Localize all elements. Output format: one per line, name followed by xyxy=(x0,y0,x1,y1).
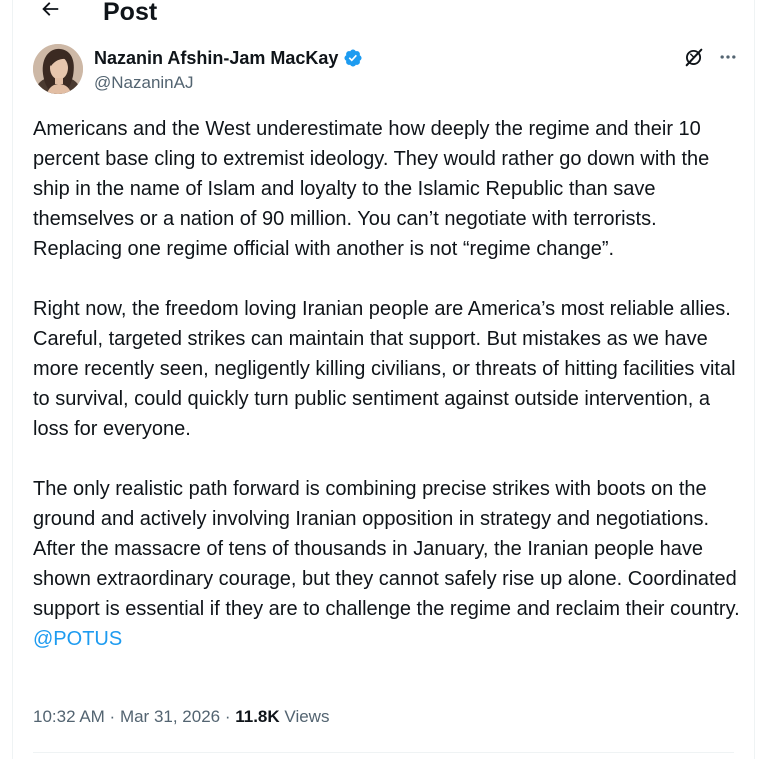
post-header xyxy=(13,0,754,30)
post-paragraph-text: The only realistic path forward is combining precise strikes with boots on the ground and actively involving Iranian opposition in strategy and negotiations. After the massacre of tens of thousands in January, the Iranian people have shown extraordinary courage, but they cannot safely rise up alone. Coordinated support is essential if they are to challenge the regime and reclaim their country. xyxy=(33,478,740,620)
post-meta xyxy=(33,705,329,729)
author-name[interactable] xyxy=(94,46,363,70)
arrow-left-icon xyxy=(39,0,61,25)
more-options-button[interactable] xyxy=(715,46,741,72)
author-name-text: Nazanin Afshin-Jam MacKay xyxy=(94,48,339,68)
post-time[interactable]: 10:32 AM xyxy=(33,707,105,726)
author-handle[interactable]: @NazaninAJ xyxy=(94,73,194,92)
grok-button[interactable] xyxy=(681,46,707,72)
mention-link[interactable]: @POTUS xyxy=(33,628,123,650)
post-paragraph-last xyxy=(33,474,745,654)
divider xyxy=(33,752,734,753)
grok-icon xyxy=(683,46,705,73)
more-horizontal-icon xyxy=(718,47,738,72)
page-title: Post xyxy=(103,0,158,26)
avatar[interactable] xyxy=(33,44,83,94)
post-detail-column xyxy=(12,0,755,759)
back-button[interactable] xyxy=(33,0,67,28)
views-count[interactable]: 11.8K xyxy=(235,707,280,726)
meta-separator: · xyxy=(104,707,120,726)
meta-separator: · xyxy=(220,707,236,726)
post-date[interactable]: Mar 31, 2026 xyxy=(119,707,221,726)
post-text xyxy=(33,114,745,654)
post-paragraph: Americans and the West underestimate how deeply the regime and their 10 percent base cling to extremist ideology. They would rather go down with the ship in the name of Islam and loyalty to the Islamic Republic than save themselves or a nation of 90 million. You can’t negotiate with terrorists. Replacing one regime official with another is not “regime change”. xyxy=(33,118,710,260)
views-label: Views xyxy=(284,707,330,726)
avatar-image xyxy=(33,44,83,94)
post-paragraph: Right now, the freedom loving Iranian people are America’s most reliable allies. Careful, targeted strikes can maintain that support. But mistakes as we have more recently seen, negligently killing civilians, or threats of hitting facilities vital to survival, could quickly turn public sentiment against outside intervention, a loss for everyone. xyxy=(33,298,736,440)
verified-badge-icon[interactable] xyxy=(343,48,363,68)
